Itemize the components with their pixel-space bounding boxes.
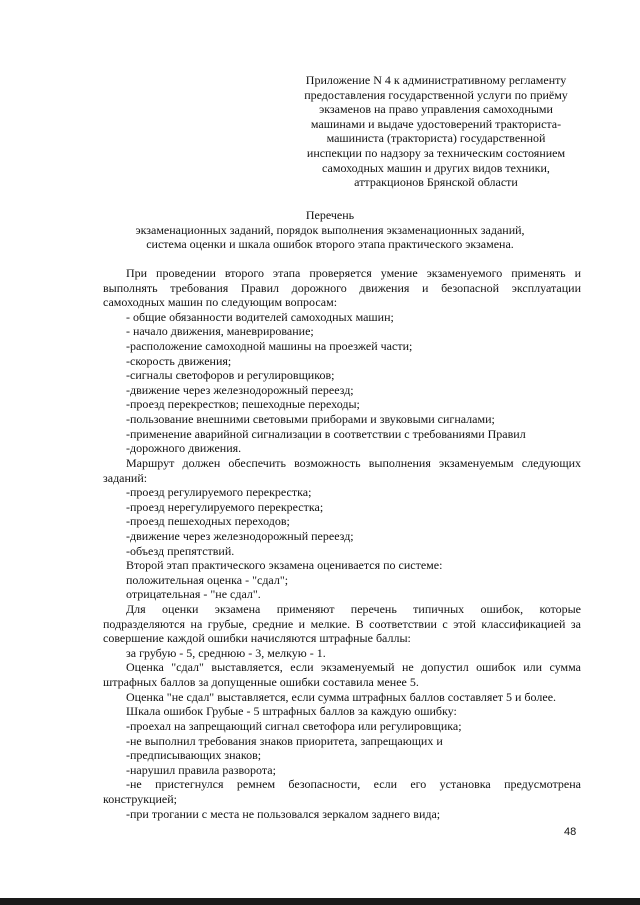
scan-edge-bar [0, 898, 640, 905]
list-item: -предписывающих знаков; [126, 748, 262, 763]
body-line: конструкцией; [103, 791, 177, 806]
body-line: штрафных баллов за допущенные ошибки составила менее 5. [103, 675, 419, 690]
list-item: -скорость движения; [126, 353, 232, 368]
header-line: экзаменов на право управления самоходными [319, 102, 553, 117]
list-item: -не выполнил требования знаков приоритета, запрещающих и [126, 733, 443, 748]
list-item: -проезд перекрестков; пешеходные переходы; [126, 397, 360, 412]
list-item: -не пристегнулся ремнем безопасности, если его установка предусмотрена [126, 777, 581, 792]
document-title [100, 208, 560, 252]
title-line: Перечень [305, 208, 355, 222]
body-line: самоходных машин по следующим вопросам: [103, 295, 338, 310]
list-item: -проехал на запрещающий сигнал светофора или регулировщика; [126, 718, 462, 733]
body-line: Шкала ошибок Грубые - 5 штрафных баллов за каждую ошибку: [126, 704, 457, 719]
list-item: - общие обязанности водителей самоходных машин; [126, 309, 394, 324]
list-item: -нарушил правила разворота; [126, 762, 276, 777]
body-line: совершение каждой ошибки начисляются штрафные баллы: [103, 631, 411, 646]
body-line: Оценка "не сдал" выставляется, если сумма штрафных баллов составляет 5 и более. [126, 689, 557, 704]
body-line: Для оценки экзамена применяют перечень типичных ошибок, которые [126, 602, 581, 617]
body-line: подразделяются на грубые, средние и мелкие. В соответствии с этой классификацией за [103, 616, 581, 631]
document-body [103, 266, 581, 821]
title-line: экзаменационных заданий, порядок выполнения экзаменационных заданий, [135, 222, 525, 237]
list-item: -проезд пешеходных переходов; [126, 514, 290, 529]
body-line: выполнять требования Правил дорожного движения и безопасной эксплуатации [103, 280, 581, 295]
body-line: Оценка "сдал" выставляется, если экзаменуемый не допустил ошибок или сумма [126, 660, 581, 675]
list-item: -сигналы светофоров и регулировщиков; [126, 368, 335, 383]
list-item: -объезд препятствий. [126, 543, 235, 558]
body-line: положительная оценка - "сдал"; [126, 572, 289, 587]
header-line: Приложение N 4 к административному регламенту [305, 73, 567, 87]
body-line: Второй этап практического экзамена оценивается по системе: [126, 558, 443, 573]
body-line: заданий: [103, 470, 148, 485]
list-item: - начало движения, маневрирование; [126, 324, 314, 339]
header-line: машинами и выдаче удостоверений тракториста- [310, 116, 562, 131]
header-line: машиниста (тракториста) государственной [326, 131, 546, 146]
body-line: При проведении второго этапа проверяется умение экзаменуемого применять и [126, 266, 581, 280]
title-line: система оценки и шкала ошибок второго этапа практического экзамена. [146, 237, 514, 251]
list-item: -проезд нерегулируемого перекрестка; [126, 499, 324, 514]
header-line: аттракционов Брянской области [354, 175, 518, 190]
list-item: -движение через железнодорожный переезд; [126, 382, 354, 397]
list-item: -применение аварийной сигнализации в соответствии с требованиями Правил [126, 426, 526, 441]
body-line: отрицательная - "не сдал". [126, 587, 261, 602]
list-item: -дорожного движения. [126, 441, 242, 456]
list-item: -пользование внешними световыми приборами и звуковыми сигналами; [126, 412, 495, 427]
page-number: 48 [564, 826, 577, 838]
list-item: -проезд регулируемого перекрестка; [126, 485, 312, 500]
header-line: предоставления государственной услуги по приёму [304, 87, 568, 102]
header-line: самоходных машин и других видов техники, [322, 160, 550, 175]
list-item: -расположение самоходной машины на проезжей части; [126, 339, 413, 354]
body-line: Маршрут должен обеспечить возможность выполнения экзаменуемым следующих [126, 455, 581, 470]
list-item: -при трогании с места не пользовался зеркалом заднего вида; [126, 806, 441, 821]
header-line: инспекции по надзору за техническим состоянием [306, 145, 566, 160]
appendix-header [286, 73, 586, 190]
body-line: за грубую - 5, среднюю - 3, мелкую - 1. [126, 645, 326, 660]
list-item: -движение через железнодорожный переезд; [126, 528, 354, 543]
